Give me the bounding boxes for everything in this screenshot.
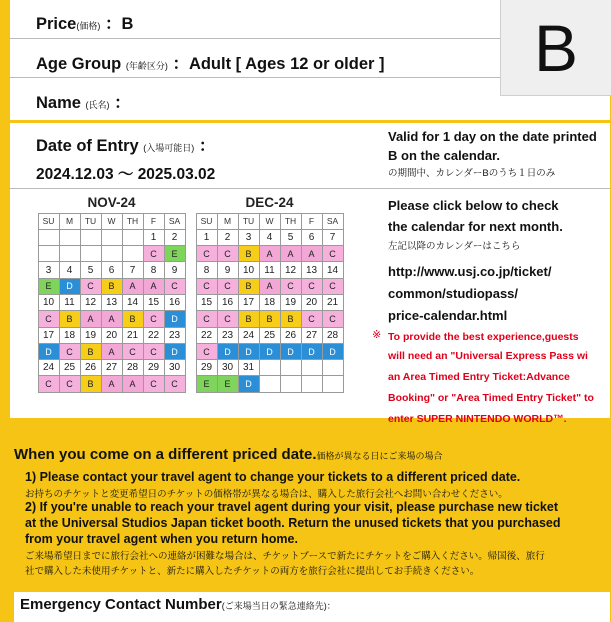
price-grade-cell: D — [301, 343, 323, 360]
instruction-1: 1) Please contact your travel agent to change your tickets to a different priced date. — [25, 470, 521, 484]
calendar-day-cell: 1 — [143, 229, 165, 246]
calendar-day-cell: 17 — [238, 294, 260, 311]
calendar-day-cell: 8 — [143, 261, 165, 278]
weekday-header: W — [259, 213, 281, 230]
price-grade-cell: C — [196, 343, 218, 360]
asterisk-icon: ※ — [372, 329, 382, 341]
calendar-day-cell: 2 — [217, 229, 239, 246]
calendar-day-cell: 4 — [259, 229, 281, 246]
calendar-day-cell: 20 — [301, 294, 323, 311]
price-grade-cell: C — [59, 375, 81, 392]
price-grade-cell: B — [59, 310, 81, 327]
divider — [10, 188, 610, 189]
price-grade-cell: A — [122, 375, 144, 392]
calendar-day-cell: 13 — [101, 294, 123, 311]
price-grade-cell: B — [238, 278, 260, 295]
calendar-day-cell: 21 — [122, 327, 144, 344]
price-grade-cell: A — [280, 245, 302, 262]
price-grade-cell: C — [122, 343, 144, 360]
calendar-day-cell: 19 — [80, 327, 102, 344]
notice-line: an Area Timed Entry Ticket:Advance — [388, 371, 570, 383]
price-grade-cell: A — [143, 278, 165, 295]
age-field — [36, 50, 385, 74]
validity-line-ja: の期間中、カレンダーBのうち１日のみ — [388, 168, 556, 179]
calendar-day-cell: 11 — [59, 294, 81, 311]
weekday-header: M — [217, 213, 239, 230]
calendar-day-cell: 10 — [238, 261, 260, 278]
price-grade-cell: C — [217, 278, 239, 295]
weekday-header: TH — [122, 213, 144, 230]
price-grade-cell: D — [164, 343, 186, 360]
calendar-day-cell: 26 — [80, 359, 102, 376]
calendar-day-cell: 24 — [238, 327, 260, 344]
price-grade-cell: C — [196, 245, 218, 262]
price-grade-cell: B — [238, 245, 260, 262]
price-grade-cell: C — [38, 375, 60, 392]
price-grade-cell: D — [217, 343, 239, 360]
price-grade-cell: C — [217, 245, 239, 262]
price-grade-cell: C — [80, 278, 102, 295]
price-grade-cell: C — [143, 245, 165, 262]
calendar-empty-cell — [80, 229, 102, 246]
price-grade-cell: D — [259, 343, 281, 360]
price-grade-cell: A — [259, 278, 281, 295]
ticket-panel — [10, 0, 610, 425]
entry-label: Date of Entry — [36, 137, 139, 155]
calendar-day-cell: 3 — [38, 261, 60, 278]
validity-line: Valid for 1 day on the date printed — [388, 129, 597, 144]
calendar-empty-cell — [280, 359, 302, 376]
calendar-day-cell: 1 — [196, 229, 218, 246]
calendar-day-cell: 29 — [196, 359, 218, 376]
notice-line: will need an "Universal Express Pass wi — [388, 350, 588, 362]
price-grade-cell: C — [164, 375, 186, 392]
price-grade-cell: A — [259, 245, 281, 262]
price-grade-cell: D — [38, 343, 60, 360]
price-grade-cell: D — [280, 343, 302, 360]
price-grade-cell: B — [122, 310, 144, 327]
name-label-ja: (氏名) — [85, 100, 110, 110]
calendar-day-cell: 23 — [217, 327, 239, 344]
age-value: ：Adult [ Ages 12 or older ] — [172, 55, 385, 73]
price-grade-cell: C — [322, 278, 344, 295]
calendar-day-cell: 27 — [301, 327, 323, 344]
calendar-day-cell: 10 — [38, 294, 60, 311]
validity-line: B on the calendar. — [388, 148, 500, 163]
calendar-empty-cell — [38, 245, 60, 262]
instruction-2-ja: ご来場希望日までに旅行会社への連絡が困難な場合は、チケットブースで新たにチケットをご購入ください。帰国後、旅行 — [25, 551, 545, 562]
price-field — [36, 10, 133, 34]
calendar-empty-cell — [101, 245, 123, 262]
calendar-day-cell: 23 — [164, 327, 186, 344]
calendar-empty-cell — [59, 229, 81, 246]
price-grade-cell: C — [38, 310, 60, 327]
instruction-2: at the Universal Studios Japan ticket booth. Return the unused tickets that you purchased — [25, 516, 561, 530]
calendar-day-cell: 12 — [280, 261, 302, 278]
calendar-day-cell: 16 — [217, 294, 239, 311]
different-date-heading — [14, 446, 443, 463]
calendar-dec — [196, 213, 343, 392]
calendar-nov — [38, 213, 185, 392]
price-label: Price — [36, 15, 77, 33]
emergency-label-ja: (ご来場当日の緊急連絡先)： — [221, 601, 336, 611]
calendar-empty-cell — [301, 359, 323, 376]
calendar-day-cell: 30 — [217, 359, 239, 376]
price-grade-badge: B — [500, 0, 611, 96]
calendar-day-cell: 9 — [164, 261, 186, 278]
weekday-header: W — [101, 213, 123, 230]
calendar-day-cell: 3 — [238, 229, 260, 246]
heading-ja: 価格が異なる日にご来場の場合 — [316, 451, 443, 461]
calendar-empty-cell — [301, 375, 323, 392]
calendar-empty-cell — [122, 229, 144, 246]
calendar-empty-cell — [322, 359, 344, 376]
calendar-empty-cell — [322, 375, 344, 392]
price-grade-cell: C — [217, 310, 239, 327]
calendar-day-cell: 8 — [196, 261, 218, 278]
calendar-title-dec: DEC-24 — [245, 195, 294, 210]
price-grade-cell: B — [238, 310, 260, 327]
instruction-2: from your travel agent when you return home. — [25, 532, 298, 546]
calendar-day-cell: 6 — [301, 229, 323, 246]
weekday-header: SU — [38, 213, 60, 230]
price-grade-cell: D — [238, 375, 260, 392]
price-grade-cell: A — [101, 375, 123, 392]
weekday-header: M — [59, 213, 81, 230]
calendar-day-cell: 16 — [164, 294, 186, 311]
entry-field — [36, 132, 215, 156]
calendar-day-cell: 28 — [122, 359, 144, 376]
entry-label-ja: (入場可能日) — [143, 143, 195, 153]
calendar-day-cell: 9 — [217, 261, 239, 278]
calendar-empty-cell — [101, 229, 123, 246]
price-grade-cell: B — [101, 278, 123, 295]
calendar-empty-cell — [38, 229, 60, 246]
calendar-day-cell: 7 — [322, 229, 344, 246]
calendar-day-cell: 31 — [238, 359, 260, 376]
emergency-contact — [20, 596, 336, 613]
calendar-day-cell: 18 — [59, 327, 81, 344]
calendar-day-cell: 4 — [59, 261, 81, 278]
calendar-day-cell: 5 — [280, 229, 302, 246]
emergency-label: Emergency Contact Number — [20, 596, 222, 613]
calendar-day-cell: 2 — [164, 229, 186, 246]
calendar-url[interactable]: common/studiopass/ — [388, 286, 519, 301]
calendar-day-cell: 25 — [259, 327, 281, 344]
calendar-day-cell: 15 — [196, 294, 218, 311]
price-grade-cell: D — [59, 278, 81, 295]
weekday-header: F — [301, 213, 323, 230]
age-label-ja: (年齢区分) — [125, 61, 168, 71]
calendar-day-cell: 29 — [143, 359, 165, 376]
entry-date-range: 2024.12.03 ～ 2025.03.02 — [36, 166, 216, 183]
price-grade-cell: C — [143, 343, 165, 360]
calendar-url[interactable]: price-calendar.html — [388, 308, 508, 323]
price-grade-cell: C — [280, 278, 302, 295]
price-grade-cell: C — [196, 278, 218, 295]
calendar-day-cell: 19 — [280, 294, 302, 311]
price-grade-cell: A — [122, 278, 144, 295]
heading-en: When you come on a different priced date. — [14, 446, 317, 463]
calendar-day-cell: 27 — [101, 359, 123, 376]
price-grade-cell: A — [301, 245, 323, 262]
price-grade-cell: B — [80, 343, 102, 360]
name-field — [36, 89, 131, 113]
calendar-day-cell: 25 — [59, 359, 81, 376]
calendar-day-cell: 26 — [280, 327, 302, 344]
entry-separator: ： — [198, 137, 216, 155]
calendar-day-cell: 21 — [322, 294, 344, 311]
weekday-header: TH — [280, 213, 302, 230]
price-grade-cell: B — [80, 375, 102, 392]
calendar-day-cell: 13 — [301, 261, 323, 278]
name-label: Name — [36, 94, 81, 112]
name-value: ： — [114, 94, 131, 112]
instruction-2-ja: 社で購入した未使用チケットと、新たに購入したチケットの両方を旅行会社に提出してお手続きください。 — [25, 566, 480, 577]
weekday-header: F — [143, 213, 165, 230]
price-grade-cell: C — [143, 310, 165, 327]
price-grade-cell: A — [80, 310, 102, 327]
price-grade-cell: C — [322, 310, 344, 327]
price-value: ：B — [104, 15, 134, 33]
weekday-header: SA — [164, 213, 186, 230]
calendar-empty-cell — [122, 245, 144, 262]
price-grade-cell: C — [301, 310, 323, 327]
calendar-note: Please click below to check — [388, 198, 559, 213]
calendar-day-cell: 14 — [122, 294, 144, 311]
divider — [10, 77, 500, 78]
weekday-header: SA — [322, 213, 344, 230]
section-divider — [10, 120, 610, 123]
price-grade-cell: C — [164, 278, 186, 295]
weekday-header: TU — [80, 213, 102, 230]
price-grade-cell: E — [164, 245, 186, 262]
price-grade-cell: E — [196, 375, 218, 392]
calendar-day-cell: 11 — [259, 261, 281, 278]
weekday-header: SU — [196, 213, 218, 230]
calendar-day-cell: 28 — [322, 327, 344, 344]
price-grade-cell: E — [217, 375, 239, 392]
price-grade-cell: C — [143, 375, 165, 392]
calendar-day-cell: 7 — [122, 261, 144, 278]
calendar-day-cell: 14 — [322, 261, 344, 278]
calendar-empty-cell — [259, 359, 281, 376]
price-grade-cell: B — [280, 310, 302, 327]
weekday-header: TU — [238, 213, 260, 230]
calendar-url[interactable]: http://www.usj.co.jp/ticket/ — [388, 264, 552, 279]
calendar-day-cell: 24 — [38, 359, 60, 376]
price-grade-cell: B — [259, 310, 281, 327]
price-grade-cell: E — [38, 278, 60, 295]
calendar-empty-cell — [59, 245, 81, 262]
divider — [10, 38, 500, 39]
price-label-ja: (価格) — [76, 21, 101, 31]
notice-line: Booking" or "Area Timed Entry Ticket" to — [388, 392, 594, 404]
price-grade-cell: A — [101, 310, 123, 327]
instruction-2: 2) If you're unable to reach your travel agent during your visit, please purchase new ticket — [25, 500, 558, 514]
calendar-day-cell: 22 — [143, 327, 165, 344]
price-grade-cell: C — [196, 310, 218, 327]
calendar-day-cell: 30 — [164, 359, 186, 376]
calendar-day-cell: 20 — [101, 327, 123, 344]
calendar-day-cell: 22 — [196, 327, 218, 344]
notice-line: To provide the best experience,guests — [388, 331, 579, 343]
age-label: Age Group — [36, 55, 122, 73]
price-grade-cell: D — [238, 343, 260, 360]
calendar-day-cell: 5 — [80, 261, 102, 278]
calendar-day-cell: 18 — [259, 294, 281, 311]
price-grade-cell: C — [59, 343, 81, 360]
price-grade-cell: A — [101, 343, 123, 360]
calendar-note-ja: 左記以降のカレンダーはこちら — [388, 241, 521, 252]
calendar-empty-cell — [259, 375, 281, 392]
calendar-note: the calendar for next month. — [388, 219, 563, 234]
calendar-empty-cell — [80, 245, 102, 262]
calendar-day-cell: 15 — [143, 294, 165, 311]
calendar-empty-cell — [280, 375, 302, 392]
notice-line: enter SUPER NINTENDO WORLD™. — [388, 413, 567, 425]
instruction-1-ja: お持ちのチケットと変更希望日のチケットの価格帯が異なる場合は、購入した旅行会社へお問い合わせください。 — [25, 489, 508, 500]
price-grade-cell: C — [301, 278, 323, 295]
calendar-day-cell: 17 — [38, 327, 60, 344]
price-grade-cell: C — [322, 245, 344, 262]
price-grade-cell: D — [322, 343, 344, 360]
calendar-day-cell: 12 — [80, 294, 102, 311]
price-grade-cell: D — [164, 310, 186, 327]
calendar-title-nov: NOV-24 — [87, 195, 136, 210]
calendar-day-cell: 6 — [101, 261, 123, 278]
